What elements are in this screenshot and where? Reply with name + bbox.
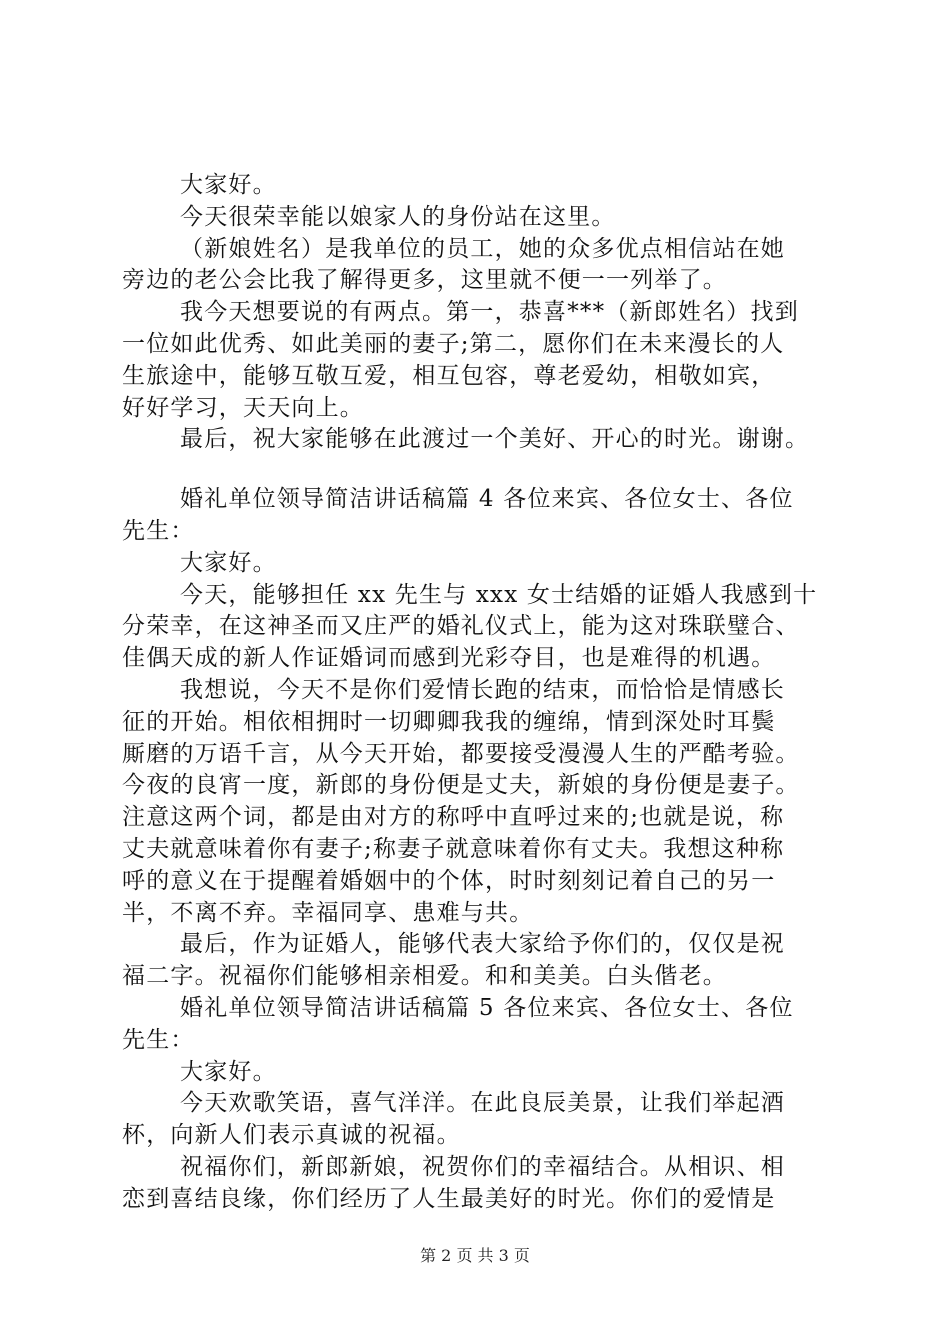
- paragraph-line: 恋到喜结良缘，你们经历了人生最美好的时光。你们的爱情是: [122, 1185, 776, 1212]
- paragraph-line: 生旅途中，能够互敬互爱，相互包容，尊老爱幼，相敬如宾，: [122, 362, 776, 389]
- paragraph-line: （新娘姓名）是我单位的员工，她的众多优点相信站在她: [180, 235, 785, 262]
- paragraph-line: 征的开始。相依相拥时一切卿卿我我的缠绵，情到深处时耳鬓: [122, 708, 776, 735]
- paragraph-line: 今天，能够担任 xx 先生与 xxx 女士结婚的证婚人我感到十: [180, 581, 818, 608]
- paragraph-line: 一位如此优秀、如此美丽的妻子;第二，愿你们在未来漫长的人: [122, 330, 785, 357]
- document-body: [122, 170, 834, 1216]
- paragraph-line: 我想说，今天不是你们爱情长跑的结束，而恰恰是情感长: [180, 676, 785, 703]
- paragraph-line: 大家好。: [180, 172, 277, 198]
- paragraph-line: 分荣幸，在这神圣而又庄严的婚礼仪式上，能为这对珠联璧合、: [122, 613, 800, 640]
- section-heading-line: 婚礼单位领导简洁讲话稿篇 5 各位来宾、各位女士、各位: [180, 994, 794, 1021]
- paragraph-line: 今天很荣幸能以娘家人的身份站在这里。: [180, 203, 616, 230]
- section-heading-line: 婚礼单位领导简洁讲话稿篇 4 各位来宾、各位女士、各位: [180, 486, 794, 513]
- paragraph-line: 呼的意义在于提醒着婚姻中的个体，时时刻刻记着自己的另一: [122, 867, 776, 894]
- page-number-footer: 第 2 页 共 3 页: [420, 1246, 530, 1265]
- paragraph-gap: [122, 456, 834, 484]
- paragraph-line: 丈夫就意味着你有妻子;称妻子就意味着你有丈夫。我想这种称: [122, 835, 785, 862]
- paragraph-line: 半，不离不弃。幸福同享、患难与共。: [122, 899, 534, 926]
- paragraph-line: 福二字。祝福你们能够相亲相爱。和和美美。白头偕老。: [122, 963, 727, 990]
- section-heading-line: 先生：: [122, 517, 195, 544]
- paragraph-line: 旁边的老公会比我了解得更多，这里就不便一一列举了。: [122, 267, 727, 294]
- paragraph-line: 最后，祝大家能够在此渡过一个美好、开心的时光。谢谢。: [180, 426, 810, 453]
- paragraph-line: 大家好。: [180, 549, 277, 576]
- paragraph-line: 我今天想要说的有两点。第一，恭喜***（新郎姓名）找到: [180, 299, 799, 326]
- paragraph-line: 注意这两个词，都是由对方的称呼中直呼过来的;也就是说，称: [122, 804, 785, 831]
- paragraph-line: 今天欢歌笑语，喜气洋洋。在此良辰美景，让我们举起酒: [180, 1090, 785, 1117]
- paragraph-line: 大家好。: [180, 1058, 277, 1085]
- paragraph-line: 杯，向新人们表示真诚的祝福。: [122, 1122, 461, 1149]
- paragraph-line: 厮磨的万语千言，从今天开始，都要接受漫漫人生的严酷考验。: [122, 740, 800, 767]
- section-heading-line: 先生：: [122, 1026, 195, 1053]
- paragraph-line: 好好学习，天天向上。: [122, 394, 364, 421]
- paragraph-line: 今夜的良宵一度，新郎的身份便是丈夫，新娘的身份便是妻子。: [122, 772, 800, 799]
- paragraph-line: 祝福你们，新郎新娘，祝贺你们的幸福结合。从相识、相: [180, 1153, 785, 1180]
- paragraph-line: 佳偶天成的新人作证婚词而感到光彩夺目，也是难得的机遇。: [122, 645, 776, 672]
- paragraph-line: 最后，作为证婚人，能够代表大家给予你们的，仅仅是祝: [180, 931, 785, 958]
